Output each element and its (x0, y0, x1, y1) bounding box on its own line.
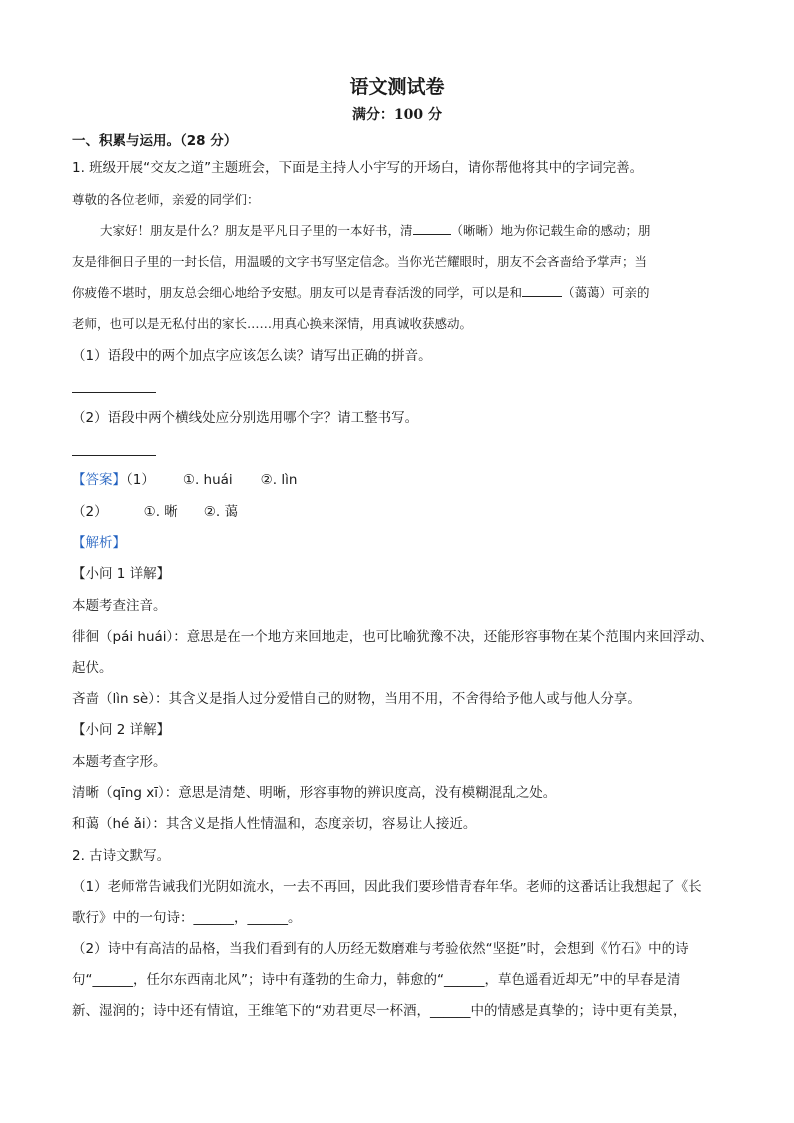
question-2-sub-2-line-1: （2）诗中有高洁的品格，当我们看到有的人历经无数磨难与考验依然“坚挺”时，会想到《竹石》中的诗 (72, 941, 689, 957)
answer-label: 【答案】 (72, 472, 126, 488)
answer-row-1 (72, 470, 297, 490)
sub-2-line-2: 和蔼（hé ǎi）：其含义是指人性情温和，态度亲切，容易让人接近。 (72, 816, 477, 832)
speech-paragraph-line-2: 友是徘徊日子里的一封长信，用温暖的文字书写坚定信念。当你光芒耀眼时，朋友不会吝啬给予掌声；当 (72, 254, 648, 269)
speech-paragraph-line-3 (72, 283, 650, 303)
speech-text: （蔼蔼）可亲的 (562, 285, 650, 300)
sub-1-line-2: 起伏。 (72, 660, 113, 676)
question-2-prompt: 2. 古诗文默写。 (72, 848, 171, 864)
answer-line (72, 455, 156, 456)
answer-item: ②. 蔼 (203, 504, 238, 520)
sub-1-line-1: 徘徊（pái huái）：意思是在一个地方来回地走，也可比喻犹豫不决，还能形容事物在某个范围内来回浮动、 (72, 629, 714, 645)
speech-paragraph-line-4: 老师，也可以是无私付出的家长……用真心换来深情，用真诚收获感动。 (72, 316, 473, 331)
sub-2-detail-label: 【小问 2 详解】 (72, 722, 171, 738)
answer-row-2 (72, 502, 238, 522)
answer-item: ②. lìn (260, 472, 298, 488)
answer-item: ①. 晰 (143, 504, 178, 520)
answer-item: ①. huái (182, 472, 233, 488)
question-2-sub-1-line-2: 歌行》中的一句诗：______，______。 (72, 910, 302, 926)
analysis-label: 【解析】 (72, 535, 126, 551)
fill-blank (413, 234, 451, 235)
question-2-sub-2-line-2: 句“______，任尔东西南北风”；诗中有蓬勃的生命力，韩愈的“______，草色遥看近却无”中的早春是清 (72, 972, 681, 988)
sub-1-line-3: 吝啬（lìn sè）：其含义是指人过分爱惜自己的财物，当用不用，不舍得给予他人或与他人分享。 (72, 691, 641, 707)
section-heading: 一、积累与运用。（28 分） (72, 133, 238, 149)
question-2-sub-1-line-1: （1）老师常告诫我们光阴如流水，一去不再回，因此我们要珍惜青春年华。老师的这番话让我想起了《长 (72, 879, 702, 895)
speech-paragraph-line-1 (100, 221, 651, 241)
full-score: 满分：100 分 (351, 107, 443, 123)
sub-question-2: （2）语段中两个横线处应分别选用哪个字？请工整书写。 (72, 410, 419, 426)
question-1-prompt: 1. 班级开展“交友之道”主题班会，下面是主持人小宇写的开场白，请你帮他将其中的字词完善。 (72, 160, 644, 176)
sub-question-1: （1）语段中的两个加点字应该怎么读？请写出正确的拼音。 (72, 348, 432, 364)
answer-number: （1） (126, 472, 155, 488)
question-2-sub-2-line-3: 新、湿润的；诗中还有情谊，王维笔下的“劝君更尽一杯酒，______中的情感是真挚的；诗中更有美景， (72, 1003, 687, 1019)
speech-text: （晰晰）地为你记载生命的感动；朋 (450, 223, 651, 238)
sub-1-topic: 本题考查注音。 (72, 598, 167, 614)
sub-2-line-1: 清晰（qīng xī）：意思是清楚、明晰，形容事物的辨识度高，没有模糊混乱之处。 (72, 785, 557, 801)
speech-text: 大家好！朋友是什么？朋友是平凡日子里的一本好书，清 (100, 223, 413, 238)
sub-1-detail-label: 【小问 1 详解】 (72, 566, 171, 582)
speech-greeting: 尊敬的各位老师，亲爱的同学们： (72, 192, 260, 207)
answer-number: （2） (72, 504, 108, 520)
page-title: 语文测试卷 (349, 76, 445, 98)
fill-blank (522, 296, 562, 297)
speech-text: 你疲倦不堪时，朋友总会细心地给予安慰。朋友可以是青春活泼的同学，可以是和 (72, 285, 523, 300)
answer-line (72, 392, 156, 393)
sub-2-topic: 本题考查字形。 (72, 754, 167, 770)
